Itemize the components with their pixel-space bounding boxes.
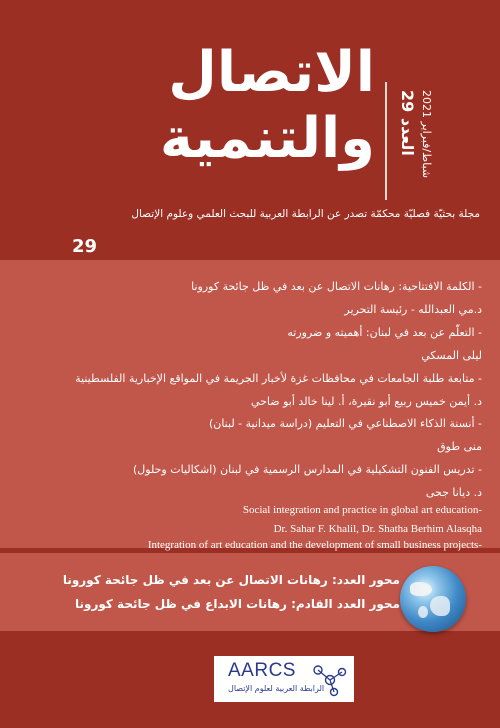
globe-land [418,606,428,618]
logo-subtitle: الرابطة العربية لعلوم الإتصال [228,684,325,693]
globe-land [410,582,432,596]
contents-item: منى طوق [437,440,482,453]
globe-icon [400,566,466,632]
globe-land [430,596,450,616]
journal-subtitle: مجلة بحثيّة فصليّة محكمّة تصدر عن الرابطة العربية للبحث العلمي وعلوم الإتصال [131,208,480,220]
issue-label: العدد 29 [398,90,417,156]
issue-number: 29 [72,236,98,257]
contents-item: د. أيمن خميس ربيع أبو نقيرة، أ. لينا خالد أبو ضاحي [250,395,482,408]
title-line-2: والتنمية [159,106,375,171]
logo-name: AARCS [228,660,296,681]
current-focus: محور العدد: رهانات الاتصال عن بعد في ظل جائحة كورونا [62,573,400,587]
title-divider [385,82,387,200]
contents-item: Social integration and practice in global art education- [242,504,482,516]
journal-title [150,40,375,172]
contents-item: - الكلمة الافتتاحية: رهانات الاتصال عن بعد في ظل جائحة كورونا [191,280,482,293]
contents-item: - تدريس الفنون التشكيلية في المدارس الرسمية في لبنان (اشكاليات وحلول) [133,463,482,476]
contents-item: د.مي العبدالله - رئيسة التحرير [344,303,482,316]
molecule-icon [310,662,350,698]
contents-item: ليلى المسكي [421,349,482,362]
contents-item: - التعلّم عن بعد في لبنان: أهميته و ضرورته [287,326,482,339]
publisher-logo [214,656,354,702]
contents-item: - أنسنة الذكاء الاصطناعي في التعليم (دراسة ميدانية - لبنان) [208,417,482,430]
issue-info [396,90,444,205]
contents-panel [0,260,500,551]
contents-item: د. ديانا جحى [425,486,482,499]
contents-item: Dr. Sahar F. Khalil, Dr. Shatha Berhim Alasqha [273,523,482,535]
contents-item: Integration of art education and the development of small business projects- [147,539,482,551]
issue-date: شباط/فبراير 2021 [420,90,433,179]
next-focus: محور العدد القادم: رهانات الابداع في ظل جائحة كورونا [74,597,400,611]
title-line-1: الاتصال [168,40,375,105]
contents-item: - متابعة طلبة الجامعات في محافظات غزة لأخبار الجريمة في المواقع الإخبارية الفلسطينية [75,372,482,385]
